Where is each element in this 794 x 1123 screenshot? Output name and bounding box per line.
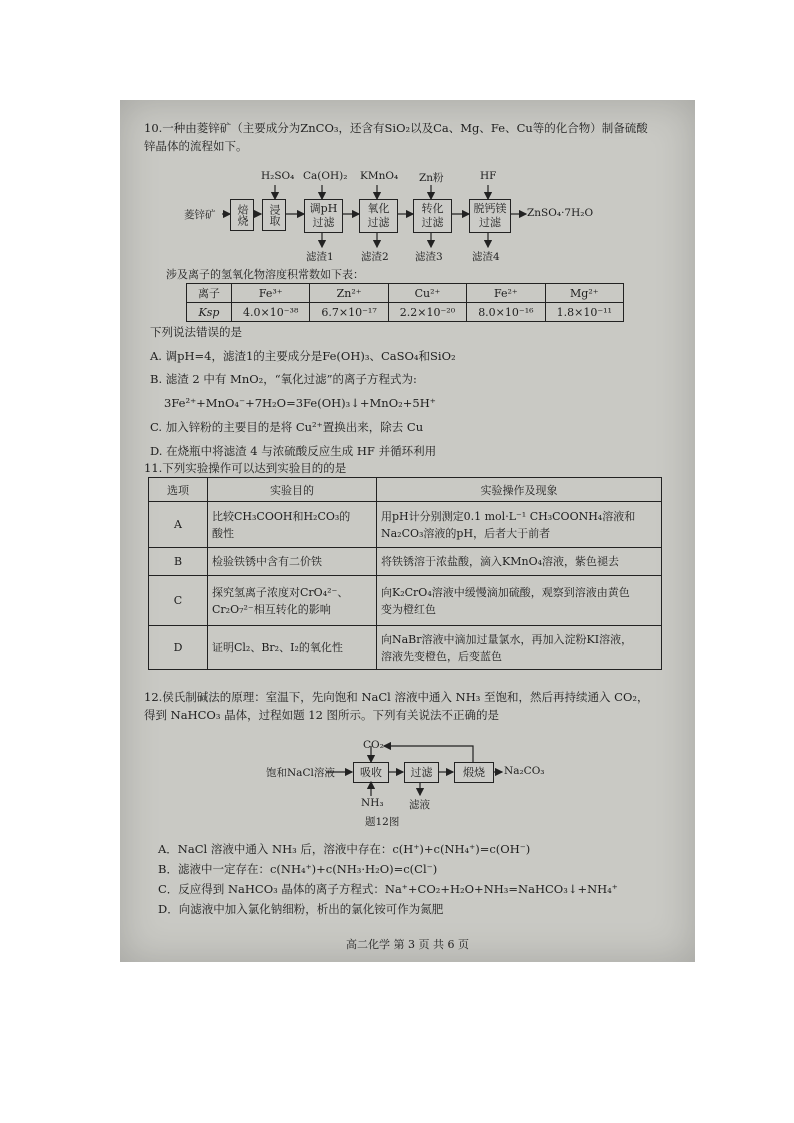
- row-purpose: 证明Cl₂、Br₂、I₂的氧化性: [208, 626, 377, 670]
- ksp-value: 1.8×10⁻¹¹: [545, 303, 623, 322]
- q12-product-na2co3: Na₂CO₃: [504, 765, 545, 777]
- reagent-hf: HF: [480, 170, 497, 182]
- reagent-zn-powder: Zn粉: [419, 172, 444, 184]
- q10-question: 下列说法错误的是: [150, 325, 242, 339]
- row-operation: 将铁锈溶于浓盐酸，滴入KMnO₄溶液，紫色褪去: [377, 548, 662, 576]
- q10-option-b: B. 滤渣 2 中有 MnO₂，“氧化过滤”的离子方程式为:: [150, 372, 417, 386]
- ksp-intro: 涉及离子的氢氧化物溶度积常数如下表：: [166, 268, 364, 281]
- experiment-header-row: [149, 478, 662, 502]
- residue-2: 滤渣2: [361, 251, 389, 263]
- exam-page-photo: [120, 100, 695, 962]
- ksp-value: 4.0×10⁻³⁸: [232, 303, 310, 322]
- q12-option-c: C．反应得到 NaHCO₃ 晶体的离子方程式：Na⁺+CO₂+H₂O+NH₃=NaHCO₃↓+NH₄⁺: [158, 882, 618, 896]
- row-option: C: [149, 576, 208, 626]
- col-purpose: 实验目的: [208, 478, 377, 502]
- q10-option-a: A. 调pH=4，滤渣1的主要成分是Fe(OH)₃、CaSO₄和SiO₂: [150, 349, 456, 363]
- row-option: B: [149, 548, 208, 576]
- reagent-h2so4: H₂SO₄: [261, 170, 295, 182]
- col-option: 选项: [149, 478, 208, 502]
- q10-stem-line1: 10.一种由菱锌矿（主要成分为ZnCO₃，还含有SiO₂以及Ca、Mg、Fe、Cu等的化合物）制备硫酸: [144, 121, 648, 135]
- ksp-ion: Zn²⁺: [310, 284, 388, 303]
- flow-product-znso4: ZnSO₄·7H₂O: [527, 207, 594, 219]
- q10-option-c: C. 加入锌粉的主要目的是将 Cu²⁺置换出来，除去 Cu: [150, 420, 424, 434]
- flow-step-remove-ca-mg: 脱钙镁过滤: [469, 199, 511, 233]
- q10-stem-line2: 锌晶体的流程如下。: [144, 139, 248, 153]
- reagent-caoh2: Ca(OH)₂: [303, 170, 348, 182]
- experiment-row-a: [149, 502, 662, 548]
- q12-option-a: A．NaCl 溶液中通入 NH₃ 后，溶液中存在：c(H⁺)+c(NH₄⁺)=c(OH⁻): [158, 842, 531, 856]
- row-operation: 向NaBr溶液中滴加过量氯水，再加入淀粉KI溶液， 溶液先变橙色，后变蓝色: [377, 626, 662, 670]
- q12-co2-label: CO₂: [363, 739, 384, 751]
- ksp-ion: Fe³⁺: [232, 284, 310, 303]
- flow-step-oxidize: 氧化过滤: [359, 199, 398, 233]
- reagent-kmno4: KMnO₄: [360, 170, 399, 182]
- q12-stem-line2: 得到 NaHCO₃ 晶体，过程如题 12 图所示。下列有关说法不正确的是: [144, 708, 500, 722]
- row-operation: 用pH计分别测定0.1 mol·L⁻¹ CH₃COONH₄溶液和 Na₂CO₃溶液的pH，后者大于前者: [377, 502, 662, 548]
- ksp-value: 2.2×10⁻²⁰: [388, 303, 466, 322]
- ksp-header-ion: 离子: [187, 284, 232, 303]
- q12-start-nacl: 饱和NaCl溶液: [266, 767, 335, 779]
- ksp-table: [186, 283, 624, 322]
- experiment-row-b: [149, 548, 662, 576]
- q12-step-filter: 过滤: [404, 762, 439, 783]
- row-option: A: [149, 502, 208, 548]
- experiment-table: [148, 477, 662, 670]
- flow-step-leach: 浸取: [262, 199, 286, 231]
- residue-3: 滤渣3: [415, 251, 443, 263]
- col-operation: 实验操作及现象: [377, 478, 662, 502]
- q10-option-b-equation: 3Fe²⁺+MnO₄⁻+7H₂O=3Fe(OH)₃↓+MnO₂+5H⁺: [164, 396, 436, 410]
- page-footer: 高二化学 第 3 页 共 6 页: [346, 938, 469, 951]
- ksp-value: 6.7×10⁻¹⁷: [310, 303, 388, 322]
- q12-step-calcine: 煅烧: [454, 762, 494, 783]
- row-operation: 向K₂CrO₄溶液中缓慢滴加硫酸，观察到溶液由黄色 变为橙红色: [377, 576, 662, 626]
- q12-option-d: D．向滤液中加入氯化钠细粉，析出的氯化铵可作为氮肥: [158, 902, 444, 916]
- flow-step-adjust-ph: 调pH过滤: [304, 199, 343, 233]
- ksp-value: 8.0×10⁻¹⁶: [467, 303, 545, 322]
- ksp-value-row: [187, 303, 624, 322]
- q10-option-d: D. 在烧瓶中将滤渣 4 与浓硫酸反应生成 HF 并循环利用: [150, 444, 437, 458]
- row-purpose: 探究氢离子浓度对CrO₄²⁻、 Cr₂O₇²⁻相互转化的影响: [208, 576, 377, 626]
- q11-stem: 11.下列实验操作可以达到实验目的的是: [144, 461, 347, 475]
- q12-figure-caption: 题12图: [365, 816, 400, 828]
- q12-option-b: B．滤液中一定存在：c(NH₄⁺)+c(NH₃·H₂O)=c(Cl⁻): [158, 862, 438, 876]
- experiment-row-d: [149, 626, 662, 670]
- ksp-ion: Cu²⁺: [388, 284, 466, 303]
- experiment-row-c: [149, 576, 662, 626]
- row-purpose: 检验铁锈中含有二价铁: [208, 548, 377, 576]
- ksp-header-ksp: Ksp: [187, 303, 232, 322]
- row-purpose: 比较CH₃COOH和H₂CO₃的 酸性: [208, 502, 377, 548]
- residue-1: 滤渣1: [306, 251, 334, 263]
- q12-filtrate-label: 滤液: [409, 799, 430, 811]
- q12-nh3-label: NH₃: [361, 797, 384, 809]
- ksp-ion-row: [187, 284, 624, 303]
- row-option: D: [149, 626, 208, 670]
- flow-step-roast: 焙烧: [230, 199, 254, 231]
- q12-stem-line1: 12.侯氏制碱法的原理：室温下，先向饱和 NaCl 溶液中通入 NH₃ 至饱和，然后再持续通入 CO₂，: [144, 690, 649, 704]
- flow-step-convert: 转化过滤: [413, 199, 452, 233]
- flow-start-ore: 菱锌矿: [184, 209, 216, 221]
- ksp-ion: Fe²⁺: [467, 284, 545, 303]
- residue-4: 滤渣4: [472, 251, 500, 263]
- q12-step-absorb: 吸收: [353, 762, 389, 783]
- ksp-ion: Mg²⁺: [545, 284, 623, 303]
